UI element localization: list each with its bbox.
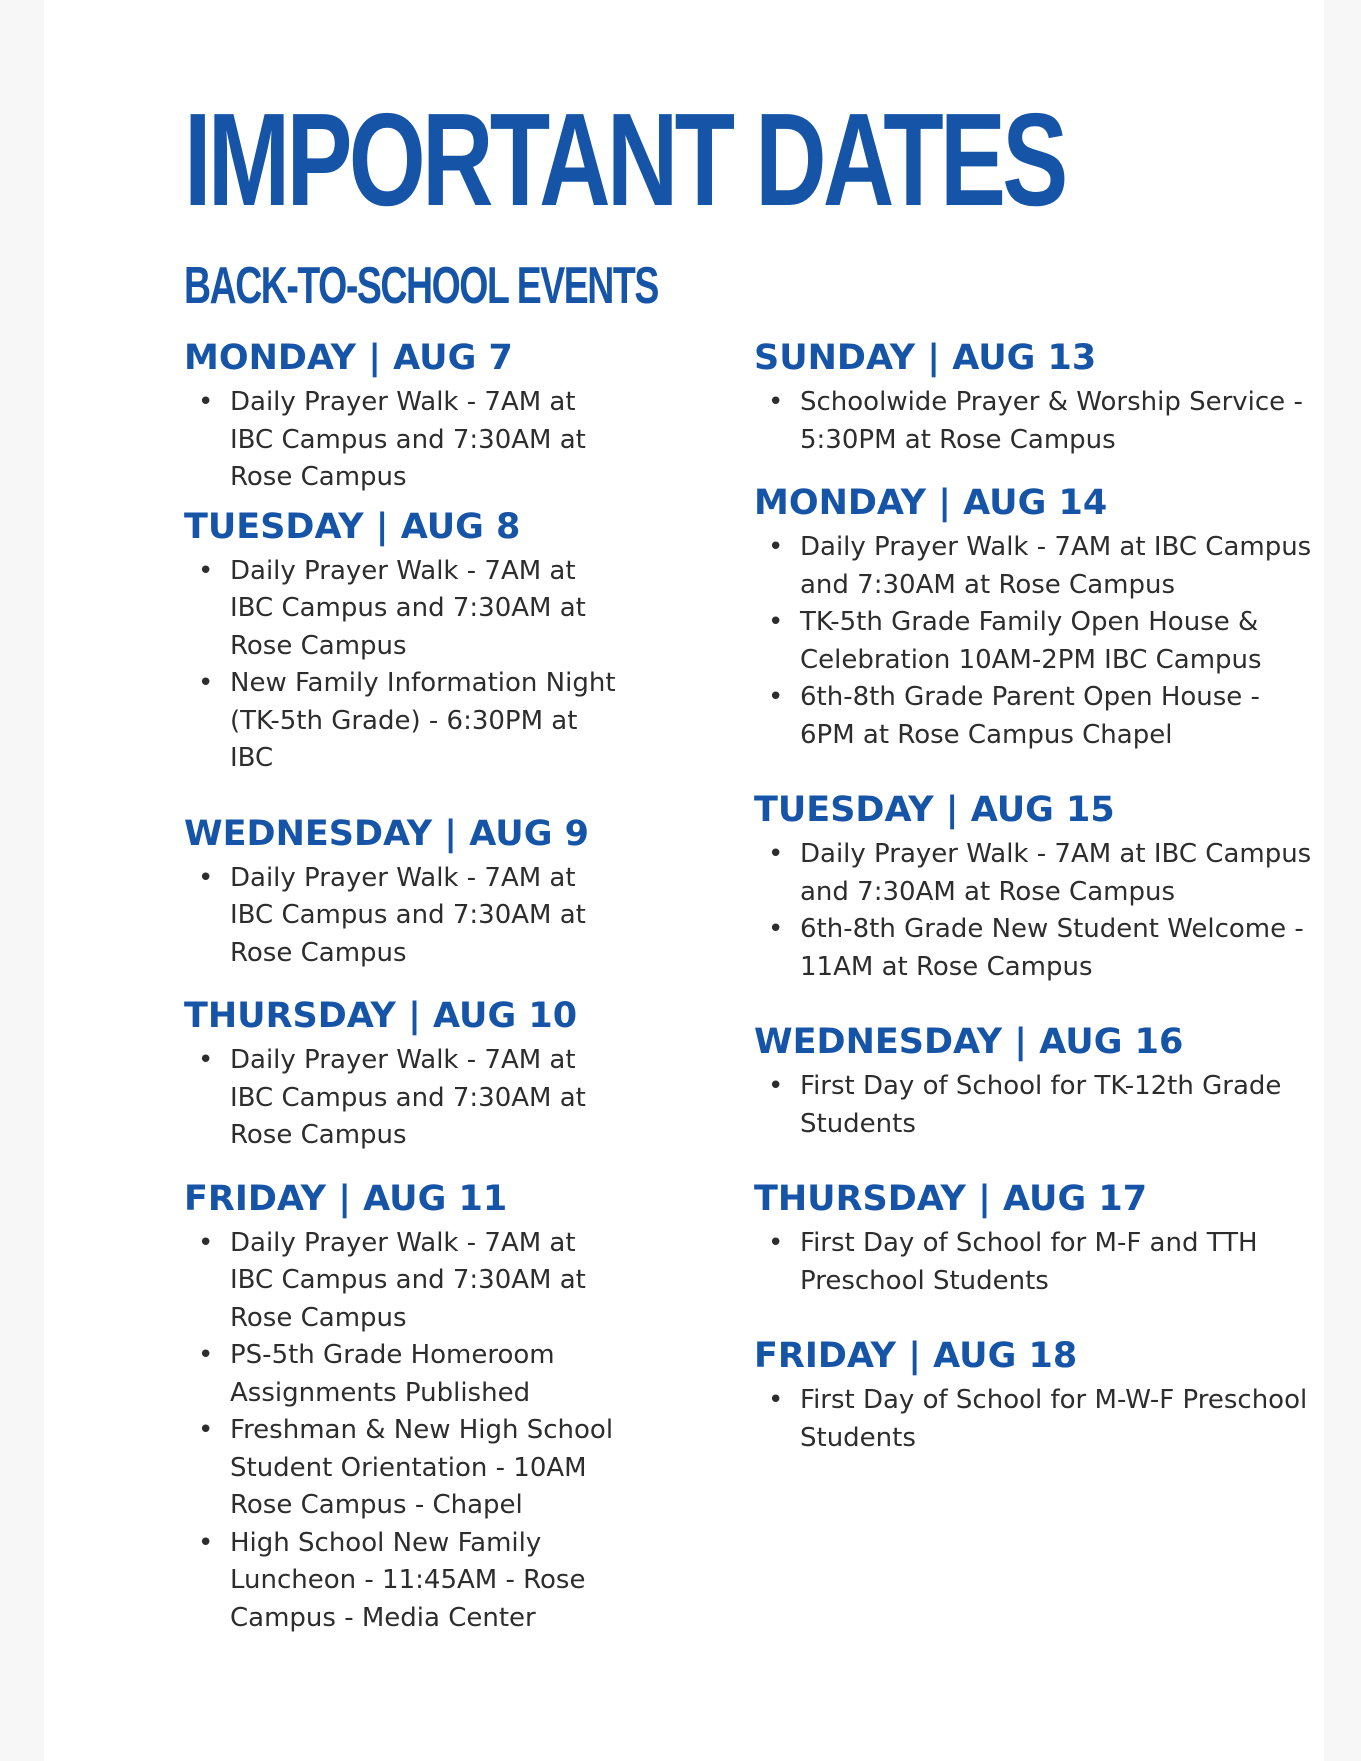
day-heading: MONDAY | AUG 14	[754, 483, 1108, 523]
event-text: First Day of School for TK-12th Grade Students	[800, 1071, 1282, 1139]
event-item	[184, 384, 624, 497]
event-item	[754, 836, 1314, 911]
event-item	[184, 665, 624, 778]
document-page	[44, 0, 1324, 1761]
bullet-icon: •	[198, 1045, 214, 1075]
bullet-icon: •	[198, 555, 214, 586]
day-heading: WEDNESDAY | AUG 9	[184, 813, 589, 854]
event-item	[754, 1225, 1314, 1300]
bullet-icon: •	[198, 387, 214, 417]
right-column	[754, 336, 1314, 1457]
event-text: Daily Prayer Walk - 7AM at IBC Campus and 7:30AM at Rose Campus	[800, 839, 1312, 907]
event-text: Daily Prayer Walk - 7AM at IBC Campus and 7:30AM at Rose Campus	[230, 1227, 586, 1333]
event-text: Daily Prayer Walk - 7AM at IBC Campus and 7:30AM at Rose Campus	[230, 555, 586, 661]
event-list	[754, 529, 1314, 754]
page-title: IMPORTANT DATES	[184, 86, 1065, 233]
bullet-icon: •	[198, 1415, 214, 1445]
day-section	[754, 336, 1314, 459]
event-item	[184, 1412, 624, 1525]
day-section	[754, 1177, 1314, 1300]
day-section	[754, 481, 1314, 754]
event-text: First Day of School for M-W-F Preschool Students	[800, 1385, 1308, 1453]
event-item	[754, 1068, 1314, 1143]
event-list	[184, 1225, 624, 1638]
event-item	[754, 604, 1314, 679]
event-item	[754, 911, 1314, 986]
bullet-icon: •	[768, 914, 784, 944]
bullet-icon: •	[768, 532, 784, 562]
event-text: 6th-8th Grade New Student Welcome - 11AM at Rose Campus	[800, 914, 1304, 982]
section-subtitle: BACK-TO-SCHOOL EVENTS	[184, 257, 658, 315]
day-heading: TUESDAY | AUG 15	[754, 790, 1115, 830]
event-list	[184, 384, 624, 497]
event-list	[754, 836, 1314, 986]
bullet-icon: •	[198, 862, 214, 893]
day-section	[754, 1334, 1314, 1457]
day-heading: THURSDAY | AUG 17	[754, 1179, 1148, 1219]
event-item	[184, 1337, 624, 1412]
event-item	[184, 1042, 624, 1155]
event-text: Daily Prayer Walk - 7AM at IBC Campus and 7:30AM at Rose Campus	[230, 862, 586, 968]
day-section	[184, 1177, 624, 1638]
event-text: Daily Prayer Walk - 7AM at IBC Campus and 7:30AM at Rose Campus	[230, 387, 586, 492]
event-text: Daily Prayer Walk - 7AM at IBC Campus and 7:30AM at Rose Campus	[230, 1045, 586, 1150]
event-list	[754, 1068, 1314, 1143]
bullet-icon: •	[198, 1340, 214, 1370]
day-heading: MONDAY | AUG 7	[184, 338, 513, 378]
bullet-icon: •	[768, 1228, 784, 1258]
bullet-icon: •	[198, 668, 214, 698]
event-list	[754, 1225, 1314, 1300]
event-list	[184, 553, 624, 778]
day-section	[184, 812, 624, 973]
bullet-icon: •	[768, 1071, 784, 1101]
bullet-icon: •	[768, 839, 784, 869]
bullet-icon: •	[198, 1227, 214, 1258]
event-item	[184, 860, 624, 973]
event-list	[184, 860, 624, 973]
day-section	[754, 788, 1314, 986]
event-text: Daily Prayer Walk - 7AM at IBC Campus and 7:30AM at Rose Campus	[800, 532, 1312, 600]
day-heading: THURSDAY | AUG 10	[184, 996, 578, 1036]
day-section	[184, 994, 624, 1155]
day-section	[184, 505, 624, 778]
event-item	[184, 1525, 624, 1638]
day-heading: SUNDAY | AUG 13	[754, 338, 1097, 378]
event-text: Freshman & New High School Student Orientation - 10AM Rose Campus - Chapel	[230, 1415, 614, 1520]
day-heading: FRIDAY | AUG 11	[184, 1178, 508, 1219]
event-text: PS-5th Grade Homeroom Assignments Published	[230, 1340, 555, 1408]
event-item	[754, 529, 1314, 604]
event-item	[754, 1382, 1314, 1457]
left-column	[184, 336, 624, 1637]
event-text: High School New Family Luncheon - 11:45AM - Rose Campus - Media Center	[230, 1527, 586, 1633]
event-text: 6th-8th Grade Parent Open House - 6PM at Rose Campus Chapel	[800, 682, 1260, 750]
day-section	[754, 1020, 1314, 1143]
event-item	[184, 1225, 624, 1338]
event-item	[754, 679, 1314, 754]
event-item	[184, 553, 624, 666]
event-text: Schoolwide Prayer & Worship Service - 5:30PM at Rose Campus	[800, 387, 1303, 455]
bullet-icon: •	[768, 607, 784, 637]
day-heading: FRIDAY | AUG 18	[754, 1336, 1078, 1376]
bullet-icon: •	[198, 1527, 214, 1558]
event-text: TK-5th Grade Family Open House & Celebration 10AM-2PM IBC Campus	[800, 607, 1262, 675]
day-heading: TUESDAY | AUG 8	[184, 506, 521, 547]
bullet-icon: •	[768, 682, 784, 712]
event-list	[754, 384, 1314, 459]
event-text: First Day of School for M-F and TTH Preschool Students	[800, 1228, 1258, 1296]
day-heading: WEDNESDAY | AUG 16	[754, 1022, 1184, 1062]
bullet-icon: •	[768, 387, 784, 417]
event-list	[184, 1042, 624, 1155]
event-item	[754, 384, 1314, 459]
bullet-icon: •	[768, 1385, 784, 1415]
day-section	[184, 336, 624, 497]
event-text: New Family Information Night (TK-5th Grade) - 6:30PM at IBC	[230, 668, 616, 773]
event-list	[754, 1382, 1314, 1457]
